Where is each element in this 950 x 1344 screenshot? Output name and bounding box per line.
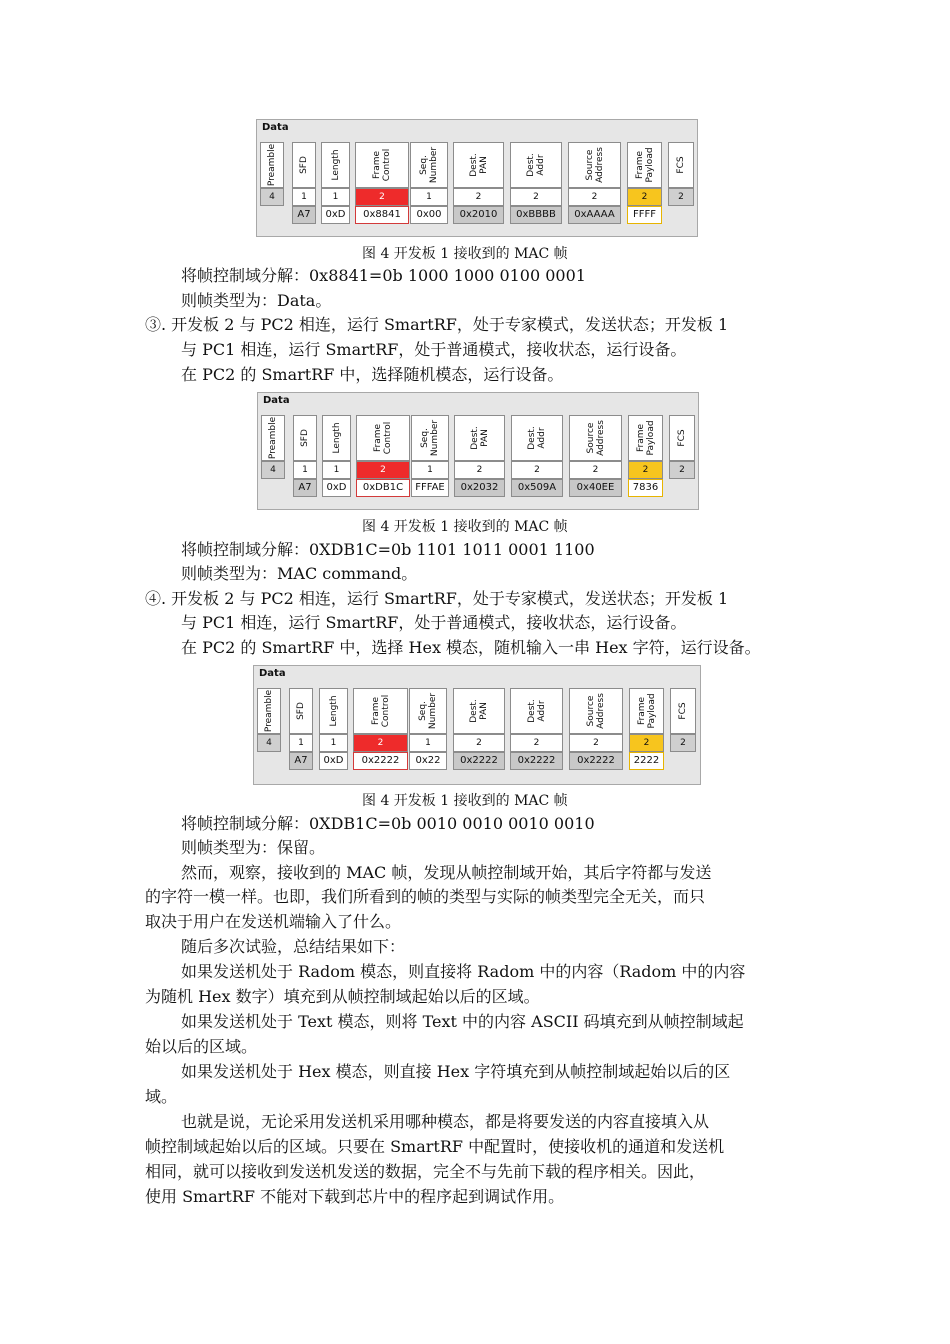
field-frame-control [356,415,410,497]
field-preamble [257,688,281,770]
paragraph-line: 如果发送机处于 Radom 模态，则直接将 Radom 中的内容（Radom 中的内容 [181,962,746,981]
paragraph-line: 为随机 Hex 数字）填充到从帧控制域起始以后的区域。 [145,987,540,1006]
field-value: 0xD [321,206,350,224]
field-dest-addr [511,415,563,497]
field-value: 0x2010 [453,206,504,224]
field-value: A7 [292,206,316,224]
field-frame-payload [627,142,662,224]
field-value: 0x509A [511,479,563,497]
field-header [628,415,663,461]
field-fcs [668,142,694,224]
field-header [411,415,449,461]
field-sfd [292,142,316,224]
field-length-bytes: 2 [454,461,505,479]
field-seq-number [411,415,449,497]
field-length-bytes: 1 [322,461,351,479]
field-dest-addr [510,142,562,224]
mac-frame-image-1 [256,119,698,237]
field-length-bytes: 1 [410,188,448,206]
field-length-bytes: 2 [453,734,505,752]
field-length-bytes: 2 [568,188,621,206]
field-value: A7 [293,479,317,497]
field-header-label: Dest. PAN [468,153,489,177]
field-header [453,142,504,188]
field-length-bytes: 1 [289,734,313,752]
field-value: 0x8841 [355,206,409,224]
field-frame-payload [629,688,664,770]
field-header-label: Frame Control [370,694,391,728]
field-header [257,688,281,734]
field-value: FFFAE [411,479,449,497]
field-header [510,688,563,734]
field-header [569,688,623,734]
field-preamble [261,415,285,497]
field-header [670,688,696,734]
field-header-label: Frame Payload [634,147,655,183]
paragraph-line: 相同，就可以接收到发送机发送的数据，完全不与先前下载的程序相关。因此， [145,1162,706,1181]
field-length-bytes: 4 [260,188,284,206]
field-header [454,415,505,461]
field-header-label: FCS [677,429,687,447]
paragraph-line: 随后多次试验，总结结果如下： [181,937,406,956]
field-length-bytes: 2 [669,461,695,479]
field-value: 0xDB1C [356,479,410,497]
field-dest-pan [453,142,504,224]
field-length [319,688,348,770]
field-fcs [669,415,695,497]
field-header-label: Length [331,422,342,454]
field-value: A7 [289,752,313,770]
field-header-label: Dest. PAN [469,699,489,723]
field-header-label: Frame Control [373,421,393,455]
field-frame-control [355,142,409,224]
step-3-line-3: 在 PC2 的 SmartRF 中，选择随机模态，运行设备。 [181,365,564,384]
field-dest-pan [454,415,505,497]
field-header [319,688,348,734]
field-length-bytes: 2 [627,188,662,206]
field-value: 0x40EE [569,479,622,497]
field-header-label: SFD [300,429,310,447]
field-header [569,415,622,461]
field-dest-pan [453,688,505,770]
field-length [322,415,351,497]
field-header [511,415,563,461]
field-value: 0xAAAA [568,206,621,224]
field-header-label: Source Address [584,147,605,183]
frame-type-2: 则帧类型为：MAC command。 [181,564,418,583]
field-preamble [260,142,284,224]
field-length [321,142,350,224]
field-header [356,415,410,461]
field-header [409,688,447,734]
frame-control-decomposition-2: 将帧控制域分解：0XDB1C=0b 1101 1011 0001 1100 [181,540,595,559]
paragraph-line: 的字符一模一样。也即，我们所看到的帧的类型与实际的帧类型完全无关，而只 [145,887,706,906]
field-source-address [569,688,623,770]
field-header [353,688,408,734]
field-value [669,479,695,497]
field-value: 0x2222 [569,752,623,770]
packet-title: Data [259,668,286,679]
field-seq-number [409,688,447,770]
field-header [293,415,317,461]
field-header-label: FCS [678,702,688,720]
frame-control-decomposition-1: 将帧控制域分解：0x8841=0b 1000 1000 0100 0001 [181,266,586,285]
field-header [260,142,284,188]
field-value: 0x2222 [510,752,563,770]
step-3-line-2: 与 PC1 相连，运行 SmartRF，处于普通模式，接收状态，运行设备。 [181,340,687,359]
field-header [410,142,448,188]
field-length-bytes: 1 [292,188,316,206]
field-header-label: Length [330,149,341,181]
field-length-bytes: 2 [453,188,504,206]
packet-title: Data [263,395,290,406]
field-length-bytes: 2 [353,734,408,752]
frame-type-3: 则帧类型为：保留。 [181,838,326,857]
field-value: 0x2222 [453,752,505,770]
field-seq-number [410,142,448,224]
field-dest-addr [510,688,563,770]
field-value: FFFF [627,206,662,224]
field-value: 0x00 [410,206,448,224]
field-length-bytes: 2 [355,188,409,206]
field-header [321,142,350,188]
field-length-bytes: 2 [510,188,562,206]
field-frame-payload [628,415,663,497]
field-sfd [293,415,317,497]
field-length-bytes: 1 [293,461,317,479]
field-value [260,206,284,224]
field-source-address [568,142,621,224]
packet-title: Data [262,122,289,133]
field-header-label: Frame Payload [635,420,656,456]
field-value: 0x2222 [353,752,408,770]
field-header [261,415,285,461]
field-length-bytes: 2 [569,734,623,752]
field-length-bytes: 1 [321,188,350,206]
field-header-label: Seq. Number [420,419,440,457]
paragraph-line: 帧控制域起始以后的区域。只要在 SmartRF 中配置时，使接收机的通道和发送机 [145,1137,725,1156]
field-header-label: SFD [296,702,306,720]
field-header-label: Preamble [264,689,274,733]
mac-frame-image-3 [253,665,701,785]
field-header-label: Dest. Addr [526,153,546,177]
field-header-label: Length [328,695,339,727]
field-length-bytes: 1 [411,461,449,479]
frame-type-1: 则帧类型为：Data。 [181,291,332,310]
figure-caption-3: 图 4 开发板 1 接收到的 MAC 帧 [362,793,568,809]
step-3-line-1: ③. 开发板 2 与 PC2 相连，运行 SmartRF，处于专家模式，发送状态；开发板 1 [145,315,729,334]
mac-frame-image-2 [257,392,699,510]
field-header [453,688,505,734]
field-source-address [569,415,622,497]
paragraph-line: 如果发送机处于 Text 模态，则将 Text 中的内容 ASCII 码填充到从帧控制域起 [181,1012,744,1031]
field-length-bytes: 1 [319,734,348,752]
field-length-bytes: 2 [356,461,410,479]
field-header [568,142,621,188]
field-header-label: Frame Payload [636,693,657,729]
field-length-bytes: 1 [409,734,447,752]
field-length-bytes: 2 [510,734,563,752]
field-header [355,142,409,188]
field-header-label: FCS [676,156,686,174]
field-value: 2222 [629,752,664,770]
field-header [668,142,694,188]
field-header-label: Dest. Addr [527,426,547,450]
frame-control-decomposition-3: 将帧控制域分解：0XDB1C=0b 0010 0010 0010 0010 [181,814,595,833]
figure-caption-2: 图 4 开发板 1 接收到的 MAC 帧 [362,519,568,535]
field-header [669,415,695,461]
field-header [322,415,351,461]
field-header-label: Seq. Number [419,146,439,184]
paragraph-line: 使用 SmartRF 不能对下载到芯片中的程序起到调试作用。 [145,1187,565,1206]
field-fcs [670,688,696,770]
field-value [668,206,694,224]
paragraph-line: 域。 [145,1087,178,1106]
field-length-bytes: 4 [261,461,285,479]
field-frame-control [353,688,408,770]
paragraph-line: 取决于用户在发送机端输入了什么。 [145,912,402,931]
field-header-label: SFD [299,156,309,174]
field-header-label: Preamble [267,143,277,187]
field-length-bytes: 2 [628,461,663,479]
field-header-label: Dest. PAN [469,426,490,450]
step-4-line-2: 与 PC1 相连，运行 SmartRF，处于普通模式，接收状态，运行设备。 [181,613,687,632]
paragraph-line: 如果发送机处于 Hex 模态，则直接 Hex 字符填充到从帧控制域起始以后的区 [181,1062,731,1081]
field-sfd [289,688,313,770]
field-value: 0x2032 [454,479,505,497]
paragraph-line: 然而，观察，接收到的 MAC 帧，发现从帧控制域开始，其后字符都与发送 [181,863,712,882]
field-header-label: Frame Control [372,148,392,182]
field-length-bytes: 2 [668,188,694,206]
field-value [257,752,281,770]
field-header [627,142,662,188]
step-4-line-1: ④. 开发板 2 与 PC2 相连，运行 SmartRF，处于专家模式，发送状态；开发板 1 [145,589,729,608]
paragraph-line: 始以后的区域。 [145,1037,258,1056]
field-header [510,142,562,188]
field-header [629,688,664,734]
field-header-label: Preamble [268,416,278,460]
field-length-bytes: 4 [257,734,281,752]
field-value [261,479,285,497]
field-length-bytes: 2 [511,461,563,479]
field-value [670,752,696,770]
field-value: 0x22 [409,752,447,770]
field-header-label: Seq. Number [418,692,438,730]
field-length-bytes: 2 [569,461,622,479]
figure-caption-1: 图 4 开发板 1 接收到的 MAC 帧 [362,246,568,262]
field-length-bytes: 2 [629,734,664,752]
field-header [289,688,313,734]
field-value: 0xD [319,752,348,770]
field-value: 0xD [322,479,351,497]
field-header-label: Source Address [585,420,606,456]
field-header-label: Dest. Addr [526,699,547,723]
field-value: 7836 [628,479,663,497]
field-header [292,142,316,188]
field-value: 0xBBBB [510,206,562,224]
field-length-bytes: 2 [670,734,696,752]
field-header-label: Source Address [586,693,606,729]
step-4-line-3: 在 PC2 的 SmartRF 中，选择 Hex 模态，随机输入一串 Hex 字符，运行设备。 [181,638,761,657]
paragraph-line: 也就是说，无论采用发送机采用哪种模态，都是将要发送的内容直接填入从 [181,1112,710,1131]
